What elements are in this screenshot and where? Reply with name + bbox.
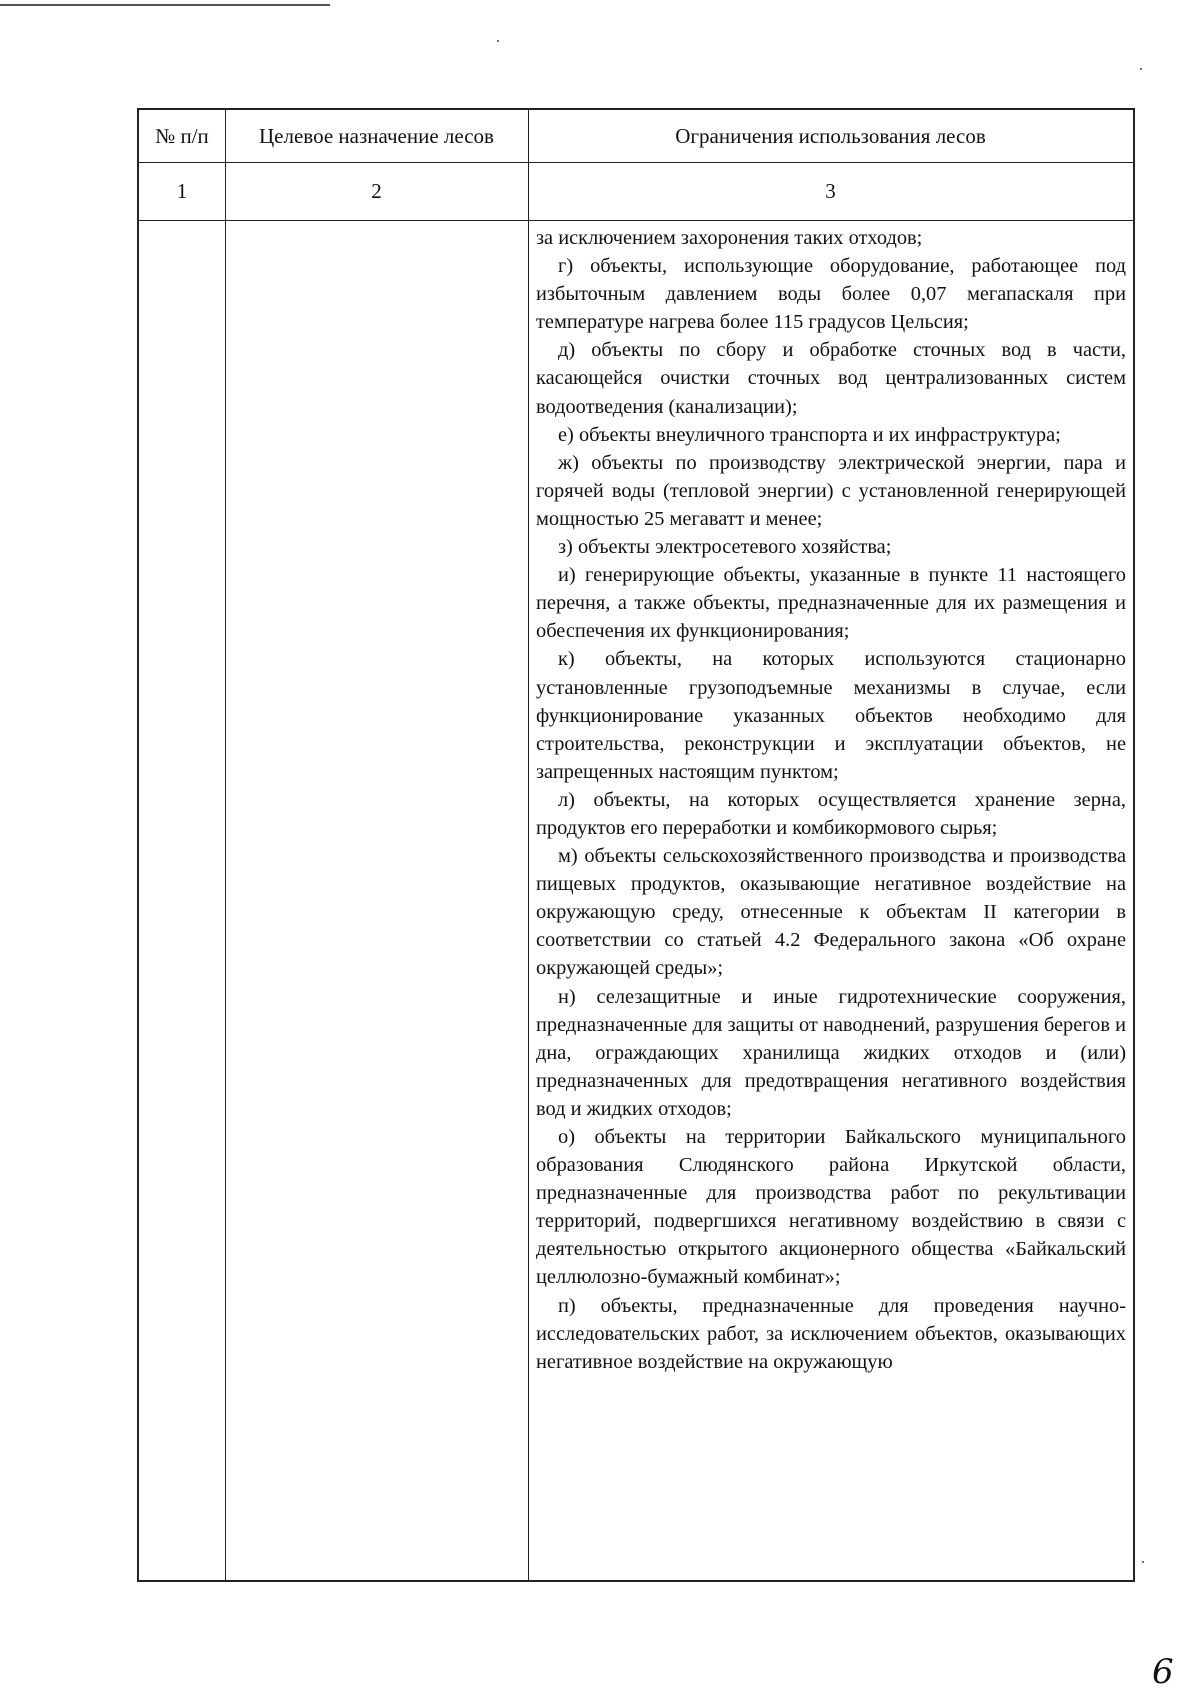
scan-speck xyxy=(497,40,499,42)
column-divider xyxy=(225,110,226,1580)
header-number: № п/п xyxy=(155,123,209,148)
restriction-paragraph: н) селезащитные и иные гидротехнические сооружения, предназначенные для защиты от наводнений, разрушения берегов и дна, ограждающих хранилища жидких отходов и (или) предназначенных для предотвращения негативного воздействия вод и жидких отходов; xyxy=(536,985,1126,1120)
restriction-paragraph: за исключением захоронения таких отходов; xyxy=(536,227,923,249)
handwritten-page-number: 6 xyxy=(1152,1652,1174,1692)
scan-speck xyxy=(1142,1561,1144,1563)
restriction-paragraph: з) объекты электросетевого хозяйства; xyxy=(558,536,892,559)
column-number-1: 1 xyxy=(176,178,188,203)
row-divider xyxy=(139,220,1133,221)
scan-speck xyxy=(1140,68,1142,70)
restriction-paragraph: ж) объекты по производству электрической энергии, пара и горячей воды (тепловой энергии) с установленной генерирующей мощностью 25 мегаватт и менее; xyxy=(536,451,1126,530)
restriction-paragraph: м) объекты сельскохозяйственного производства и производства пищевых продуктов, оказывающие негативное воздействие на окружающую среду, отнесенные к объектам II категории в соответствии со статьей 4.2 Федерального закона «Об охране окружающей среды»; xyxy=(536,845,1126,980)
restriction-paragraph: л) объекты, на которых осуществляется хранение зерна, продуктов его переработки и комбикормового сырья; xyxy=(536,788,1126,839)
restriction-paragraph: и) генерирующие объекты, указанные в пункте 11 настоящего перечня, а также объекты, предназначенные для их размещения и обеспечения их функционирования; xyxy=(536,564,1126,643)
restriction-paragraph: к) объекты, на которых используются стационарно установленные грузоподъемные механизмы в случае, если функционирование указанных объектов необходимо для строительства, реконструкции и эксплуатации объектов, не запрещенных настоящим пунктом; xyxy=(536,648,1126,783)
restriction-paragraph: г) объекты, использующие оборудование, работающее под избыточным давлением воды более 0,07 мегапаскаля при температуре нагрева более 115 градусов Цельсия; xyxy=(536,255,1126,334)
restrictions-table xyxy=(137,108,1135,1582)
header-purpose: Целевое назначение лесов xyxy=(259,123,494,148)
restrictions-cell xyxy=(536,224,1126,1376)
restriction-paragraph: о) объекты на территории Байкальского муниципального образования Слюдянского района Иркутской области, предназначенные для производства работ по рекультивации территорий, подвергшихся негативному воздействию в связи с деятельностью открытого акционерного общества «Байкальский целлюлозно-бумажный комбинат»; xyxy=(536,1126,1126,1289)
header-restrictions: Ограничения использования лесов xyxy=(675,123,986,148)
restriction-paragraph: е) объекты внеуличного транспорта и их инфраструктура; xyxy=(558,423,1061,446)
restriction-paragraph: п) объекты, предназначенные для проведения научно-исследовательских работ, за исключением объектов, оказывающих негативное воздействие на окружающую xyxy=(536,1294,1126,1373)
column-number-3: 3 xyxy=(825,178,836,203)
column-number-2: 2 xyxy=(371,178,382,203)
scan-edge-line xyxy=(0,4,330,6)
restriction-paragraph: д) объекты по сбору и обработке сточных вод в части, касающейся очистки сточных вод централизованных систем водоотведения (канализации); xyxy=(536,339,1126,418)
column-divider xyxy=(528,110,529,1580)
